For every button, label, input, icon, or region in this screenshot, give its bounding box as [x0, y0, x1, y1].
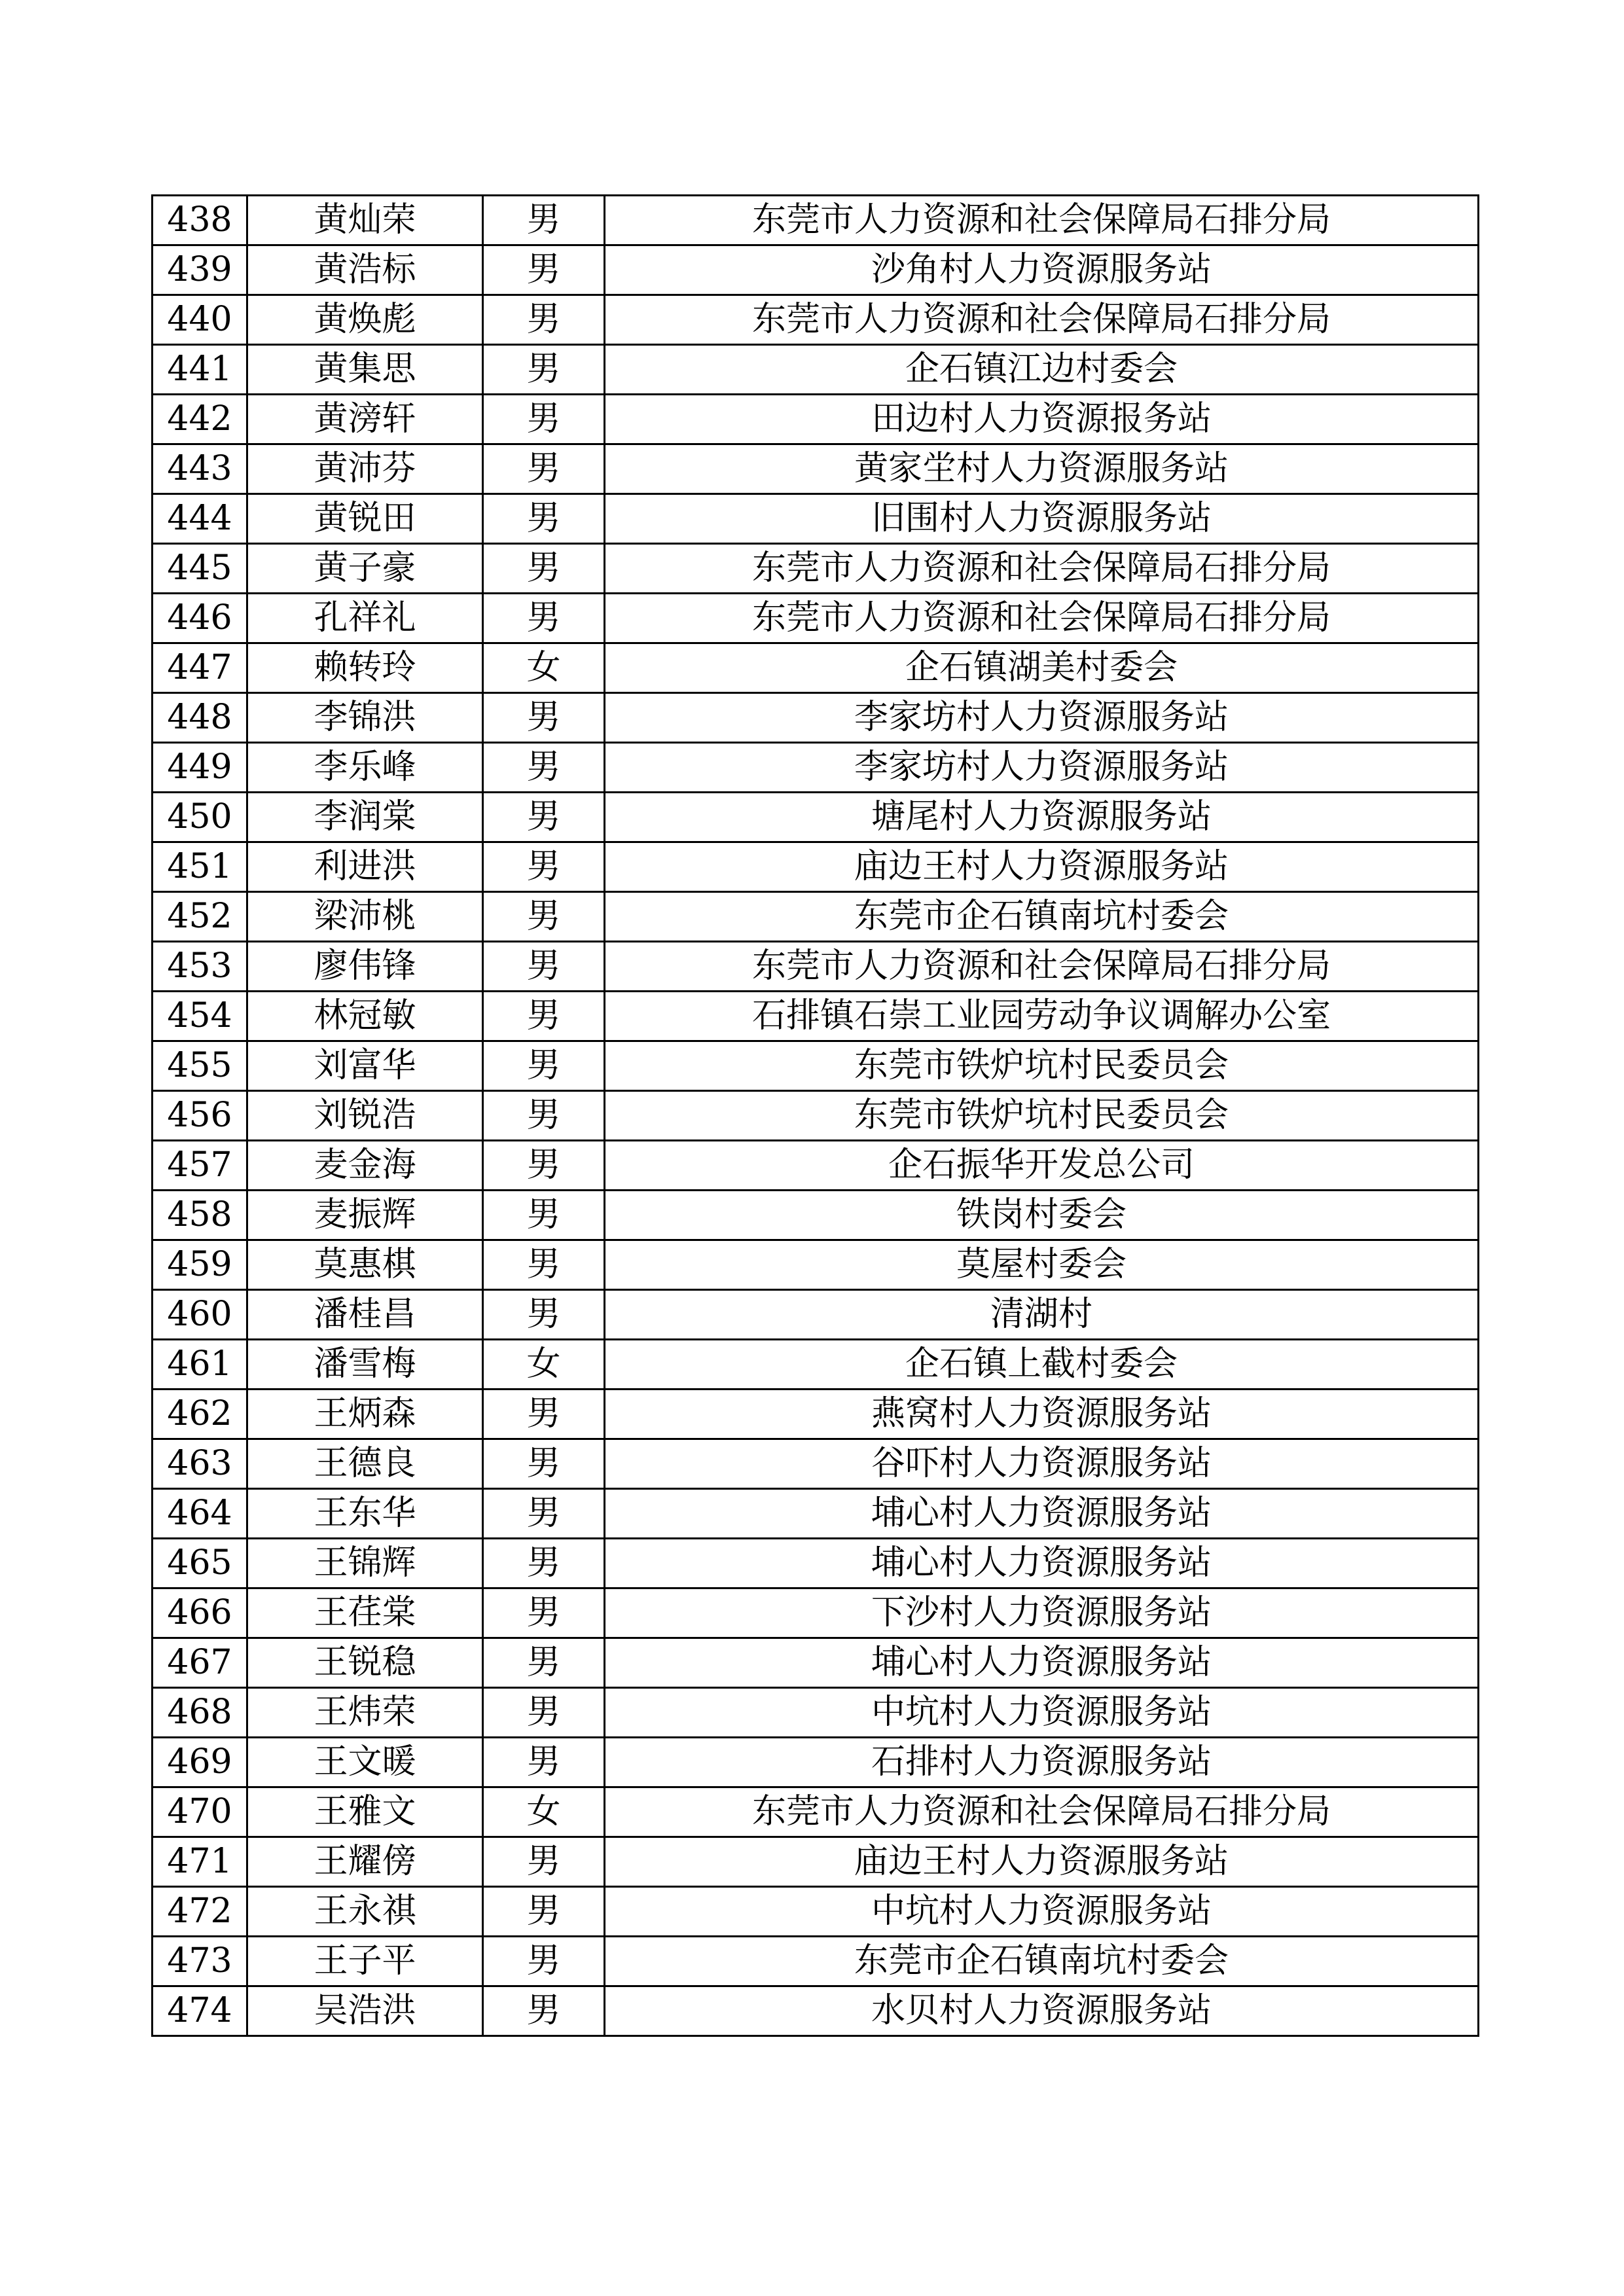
- person-name-cell: 廖伟锋: [247, 942, 483, 992]
- person-name-cell: 孔祥礼: [247, 594, 483, 643]
- person-name-cell: 黄锐田: [247, 494, 483, 544]
- work-unit-cell: 下沙村人力资源服务站: [605, 1588, 1479, 1638]
- work-unit-cell: 东莞市铁炉坑村民委员会: [605, 1091, 1479, 1141]
- person-name-cell: 赖转玲: [247, 643, 483, 693]
- gender-cell: 男: [483, 992, 605, 1041]
- table-row: [153, 693, 1479, 743]
- table-row: [153, 295, 1479, 345]
- work-unit-cell: 东莞市人力资源和社会保障局石排分局: [605, 196, 1479, 245]
- person-name-cell: 黄沛芬: [247, 444, 483, 494]
- person-name-cell: 王子平: [247, 1937, 483, 1986]
- person-name-cell: 黄滂轩: [247, 395, 483, 444]
- person-name-cell: 潘桂昌: [247, 1290, 483, 1340]
- table-row: [153, 1041, 1479, 1091]
- row-number-cell: 448: [153, 693, 247, 743]
- work-unit-cell: 中坑村人力资源服务站: [605, 1688, 1479, 1738]
- person-name-cell: 黄灿荣: [247, 196, 483, 245]
- person-name-cell: 王东华: [247, 1489, 483, 1539]
- person-name-cell: 王德良: [247, 1439, 483, 1489]
- work-unit-cell: 田边村人力资源报务站: [605, 395, 1479, 444]
- table-row: [153, 1738, 1479, 1787]
- person-name-cell: 李乐峰: [247, 743, 483, 793]
- gender-cell: 男: [483, 1439, 605, 1489]
- person-name-cell: 梁沛桃: [247, 892, 483, 942]
- work-unit-cell: 中坑村人力资源服务站: [605, 1887, 1479, 1937]
- row-number-cell: 446: [153, 594, 247, 643]
- table-row: [153, 395, 1479, 444]
- row-number-cell: 468: [153, 1688, 247, 1738]
- row-number-cell: 463: [153, 1439, 247, 1489]
- row-number-cell: 466: [153, 1588, 247, 1638]
- gender-cell: 男: [483, 245, 605, 295]
- row-number-cell: 439: [153, 245, 247, 295]
- gender-cell: 男: [483, 1290, 605, 1340]
- gender-cell: 男: [483, 1489, 605, 1539]
- row-number-cell: 456: [153, 1091, 247, 1141]
- gender-cell: 男: [483, 1588, 605, 1638]
- row-number-cell: 473: [153, 1937, 247, 1986]
- row-number-cell: 467: [153, 1638, 247, 1688]
- row-number-cell: 470: [153, 1787, 247, 1837]
- person-name-cell: 潘雪梅: [247, 1340, 483, 1390]
- person-name-cell: 刘富华: [247, 1041, 483, 1091]
- table-row: [153, 1390, 1479, 1439]
- roster-table-body: [153, 196, 1479, 2036]
- row-number-cell: 438: [153, 196, 247, 245]
- work-unit-cell: 东莞市人力资源和社会保障局石排分局: [605, 1787, 1479, 1837]
- table-row: [153, 793, 1479, 842]
- work-unit-cell: 企石振华开发总公司: [605, 1141, 1479, 1191]
- table-row: [153, 1240, 1479, 1290]
- gender-cell: 男: [483, 1986, 605, 2036]
- person-name-cell: 李润棠: [247, 793, 483, 842]
- gender-cell: 男: [483, 1141, 605, 1191]
- gender-cell: 男: [483, 1390, 605, 1439]
- work-unit-cell: 清湖村: [605, 1290, 1479, 1340]
- row-number-cell: 472: [153, 1887, 247, 1937]
- table-row: [153, 743, 1479, 793]
- person-name-cell: 黄集思: [247, 345, 483, 395]
- work-unit-cell: 东莞市企石镇南坑村委会: [605, 892, 1479, 942]
- person-name-cell: 黄焕彪: [247, 295, 483, 345]
- table-row: [153, 992, 1479, 1041]
- row-number-cell: 447: [153, 643, 247, 693]
- person-name-cell: 黄子豪: [247, 544, 483, 594]
- row-number-cell: 464: [153, 1489, 247, 1539]
- person-name-cell: 麦金海: [247, 1141, 483, 1191]
- gender-cell: 女: [483, 1787, 605, 1837]
- table-row: [153, 594, 1479, 643]
- table-row: [153, 494, 1479, 544]
- table-row: [153, 1937, 1479, 1986]
- work-unit-cell: 石排镇石崇工业园劳动争议调解办公室: [605, 992, 1479, 1041]
- row-number-cell: 462: [153, 1390, 247, 1439]
- work-unit-cell: 莫屋村委会: [605, 1240, 1479, 1290]
- gender-cell: 男: [483, 1937, 605, 1986]
- row-number-cell: 460: [153, 1290, 247, 1340]
- work-unit-cell: 沙角村人力资源服务站: [605, 245, 1479, 295]
- person-name-cell: 王炜荣: [247, 1688, 483, 1738]
- work-unit-cell: 东莞市人力资源和社会保障局石排分局: [605, 544, 1479, 594]
- gender-cell: 男: [483, 1688, 605, 1738]
- gender-cell: 男: [483, 1240, 605, 1290]
- row-number-cell: 442: [153, 395, 247, 444]
- work-unit-cell: 庙边王村人力资源服务站: [605, 842, 1479, 892]
- person-name-cell: 王文暖: [247, 1738, 483, 1787]
- row-number-cell: 474: [153, 1986, 247, 2036]
- table-row: [153, 444, 1479, 494]
- roster-table: [151, 194, 1479, 2037]
- table-row: [153, 942, 1479, 992]
- person-name-cell: 吴浩洪: [247, 1986, 483, 2036]
- gender-cell: 男: [483, 892, 605, 942]
- table-row: [153, 245, 1479, 295]
- person-name-cell: 王锐稳: [247, 1638, 483, 1688]
- work-unit-cell: 埔心村人力资源服务站: [605, 1489, 1479, 1539]
- row-number-cell: 441: [153, 345, 247, 395]
- row-number-cell: 454: [153, 992, 247, 1041]
- row-number-cell: 461: [153, 1340, 247, 1390]
- gender-cell: 男: [483, 345, 605, 395]
- gender-cell: 男: [483, 444, 605, 494]
- row-number-cell: 458: [153, 1191, 247, 1240]
- work-unit-cell: 水贝村人力资源服务站: [605, 1986, 1479, 2036]
- work-unit-cell: 埔心村人力资源服务站: [605, 1539, 1479, 1588]
- work-unit-cell: 企石镇上截村委会: [605, 1340, 1479, 1390]
- table-row: [153, 1837, 1479, 1887]
- person-name-cell: 麦振辉: [247, 1191, 483, 1240]
- row-number-cell: 465: [153, 1539, 247, 1588]
- person-name-cell: 王锦辉: [247, 1539, 483, 1588]
- person-name-cell: 莫惠棋: [247, 1240, 483, 1290]
- table-row: [153, 1539, 1479, 1588]
- row-number-cell: 453: [153, 942, 247, 992]
- table-row: [153, 1638, 1479, 1688]
- row-number-cell: 452: [153, 892, 247, 942]
- table-row: [153, 1787, 1479, 1837]
- gender-cell: 男: [483, 1887, 605, 1937]
- work-unit-cell: 庙边王村人力资源服务站: [605, 1837, 1479, 1887]
- table-row: [153, 842, 1479, 892]
- row-number-cell: 449: [153, 743, 247, 793]
- work-unit-cell: 谷吓村人力资源服务站: [605, 1439, 1479, 1489]
- table-row: [153, 1489, 1479, 1539]
- gender-cell: 男: [483, 1837, 605, 1887]
- person-name-cell: 刘锐浩: [247, 1091, 483, 1141]
- gender-cell: 男: [483, 1539, 605, 1588]
- table-row: [153, 1141, 1479, 1191]
- table-row: [153, 1887, 1479, 1937]
- work-unit-cell: 东莞市铁炉坑村民委员会: [605, 1041, 1479, 1091]
- work-unit-cell: 东莞市企石镇南坑村委会: [605, 1937, 1479, 1986]
- work-unit-cell: 东莞市人力资源和社会保障局石排分局: [605, 942, 1479, 992]
- gender-cell: 男: [483, 196, 605, 245]
- person-name-cell: 王雅文: [247, 1787, 483, 1837]
- row-number-cell: 443: [153, 444, 247, 494]
- gender-cell: 男: [483, 1091, 605, 1141]
- table-row: [153, 1091, 1479, 1141]
- row-number-cell: 459: [153, 1240, 247, 1290]
- row-number-cell: 457: [153, 1141, 247, 1191]
- person-name-cell: 林冠敏: [247, 992, 483, 1041]
- table-row: [153, 196, 1479, 245]
- row-number-cell: 440: [153, 295, 247, 345]
- person-name-cell: 王永祺: [247, 1887, 483, 1937]
- gender-cell: 男: [483, 544, 605, 594]
- table-row: [153, 1290, 1479, 1340]
- table-row: [153, 643, 1479, 693]
- table-row: [153, 544, 1479, 594]
- work-unit-cell: 李家坊村人力资源服务站: [605, 693, 1479, 743]
- work-unit-cell: 企石镇江边村委会: [605, 345, 1479, 395]
- row-number-cell: 444: [153, 494, 247, 544]
- row-number-cell: 445: [153, 544, 247, 594]
- gender-cell: 男: [483, 693, 605, 743]
- row-number-cell: 471: [153, 1837, 247, 1887]
- table-row: [153, 892, 1479, 942]
- work-unit-cell: 燕窝村人力资源服务站: [605, 1390, 1479, 1439]
- table-row: [153, 1588, 1479, 1638]
- table-row: [153, 1191, 1479, 1240]
- work-unit-cell: 旧围村人力资源服务站: [605, 494, 1479, 544]
- gender-cell: 女: [483, 643, 605, 693]
- gender-cell: 男: [483, 842, 605, 892]
- gender-cell: 男: [483, 1738, 605, 1787]
- gender-cell: 男: [483, 1638, 605, 1688]
- row-number-cell: 450: [153, 793, 247, 842]
- work-unit-cell: 东莞市人力资源和社会保障局石排分局: [605, 295, 1479, 345]
- work-unit-cell: 李家坊村人力资源服务站: [605, 743, 1479, 793]
- row-number-cell: 451: [153, 842, 247, 892]
- row-number-cell: 455: [153, 1041, 247, 1091]
- row-number-cell: 469: [153, 1738, 247, 1787]
- work-unit-cell: 埔心村人力资源服务站: [605, 1638, 1479, 1688]
- table-row: [153, 345, 1479, 395]
- gender-cell: 男: [483, 743, 605, 793]
- gender-cell: 男: [483, 793, 605, 842]
- table-row: [153, 1439, 1479, 1489]
- gender-cell: 男: [483, 295, 605, 345]
- gender-cell: 男: [483, 1191, 605, 1240]
- work-unit-cell: 东莞市人力资源和社会保障局石排分局: [605, 594, 1479, 643]
- person-name-cell: 黄浩标: [247, 245, 483, 295]
- table-row: [153, 1986, 1479, 2036]
- work-unit-cell: 黄家坣村人力资源服务站: [605, 444, 1479, 494]
- gender-cell: 男: [483, 494, 605, 544]
- work-unit-cell: 企石镇湖美村委会: [605, 643, 1479, 693]
- person-name-cell: 王耀傍: [247, 1837, 483, 1887]
- work-unit-cell: 塘尾村人力资源服务站: [605, 793, 1479, 842]
- person-name-cell: 李锦洪: [247, 693, 483, 743]
- table-row: [153, 1340, 1479, 1390]
- person-name-cell: 王荏棠: [247, 1588, 483, 1638]
- person-name-cell: 王炳森: [247, 1390, 483, 1439]
- gender-cell: 女: [483, 1340, 605, 1390]
- gender-cell: 男: [483, 1041, 605, 1091]
- gender-cell: 男: [483, 594, 605, 643]
- work-unit-cell: 石排村人力资源服务站: [605, 1738, 1479, 1787]
- person-name-cell: 利进洪: [247, 842, 483, 892]
- gender-cell: 男: [483, 395, 605, 444]
- table-row: [153, 1688, 1479, 1738]
- gender-cell: 男: [483, 942, 605, 992]
- work-unit-cell: 铁岗村委会: [605, 1191, 1479, 1240]
